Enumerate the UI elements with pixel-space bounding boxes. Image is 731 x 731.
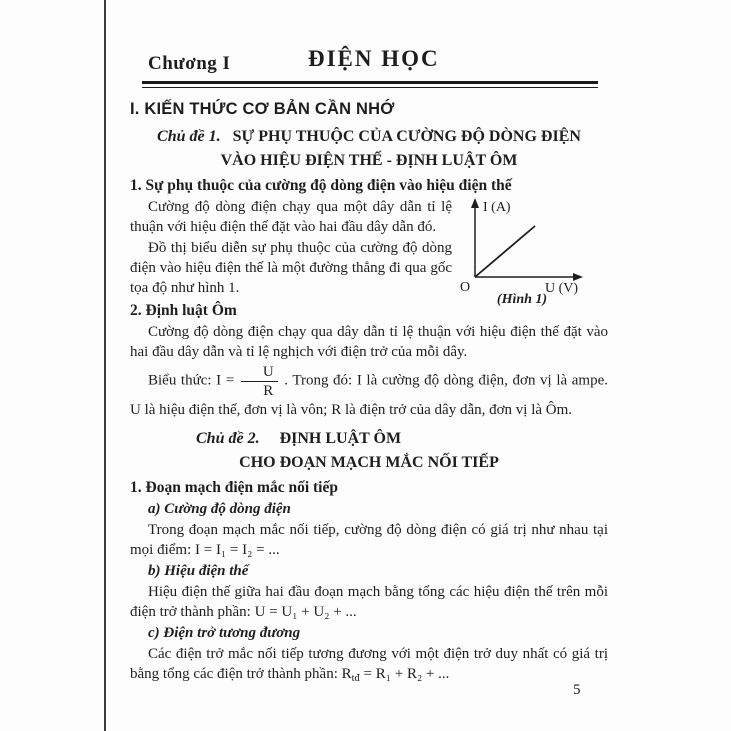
figure-x-axis-label: U (V) [545,280,579,295]
paragraph-sec1-2: Đồ thị biểu diễn sự phụ thuộc của cường độ dòng điện vào hiệu điện thế là một đường thẳng đi qua gốc tọa độ như hình 1. [130,239,452,296]
chapter-title: ĐIỆN HỌC [308,46,440,71]
heading-dinh-luat-om: 2. Định luật Ôm [130,301,237,319]
paragraph-sec1-1: Cường độ dòng điện chạy qua một dây dẫn tỉ lệ thuận với hiệu điện thế đặt vào hai đầu dây dẫn đó. [130,198,452,235]
page-number: 5 [573,682,581,698]
figure-origin-label: O [460,279,471,295]
topic2-title-line2: CHO ĐOẠN MẠCH MẮC NỐI TIẾP [239,453,499,471]
subheading-b: b) Hiệu điện thế [148,562,249,579]
iu-line [475,226,535,277]
fraction-numerator: U [241,364,278,383]
topic1-label: Chủ đề 1. [157,127,221,145]
y-axis-arrow-icon [471,198,479,208]
topic1-line1 [130,125,608,149]
topic2-title-line1: ĐỊNH LUẬT ÔM [279,429,402,447]
subheading-c: c) Điện trở tương đương [148,624,301,641]
paragraph-sec3-b: Hiệu điện thế giữa hai đầu đoạn mạch bằng tổng các hiệu điện thế trên mỗi điện trở thành phần: U = U₁ + U₂ + ... [130,583,608,620]
fraction-u-over-r [241,364,278,400]
figure-hinh-1 [453,195,608,308]
heading-su-phu-thuoc: 1. Sự phụ thuộc của cường độ dòng điện vào hiệu điện thế [130,176,512,194]
figure-caption: (Hình 1) [496,291,548,307]
topic2-heading [130,427,608,475]
chapter-header [130,46,608,76]
header-rule [142,81,598,88]
fraction-denominator: R [263,383,274,399]
topic1-title-line2: VÀO HIỆU ĐIỆN THẾ - ĐỊNH LUẬT ÔM [220,151,518,169]
formula-prefix: Biểu thức: I = [148,372,239,388]
paragraph-sec3-a: Trong đoạn mạch mắc nối tiếp, cường độ dòng điện có giá trị như nhau tại mọi điểm: I = I₁ = I₂ = ... [130,521,608,558]
figure-text-row [130,197,608,307]
book-page [130,46,608,689]
formula-suffix: . Trong đó: I là cường độ dòng điện, đơn vị là ampe. U là hiệu điện thế, đơn vị là vôn; R là điện trở của dây dẫn, đơn vị là Ôm. [130,372,608,418]
x-axis-arrow-icon [573,273,583,281]
para-c-suffix: = R₁ + R₂ + ... [359,665,450,682]
chapter-label: Chương I [148,53,231,74]
section-heading: I. KIẾN THỨC CƠ BẢN CẦN NHỚ [130,99,395,118]
figure-y-axis-label: I (A) [483,199,511,215]
heading-doan-mach: 1. Đoạn mạch điện mắc nối tiếp [130,478,338,496]
para-c-prefix: Các điện trở mắc nối tiếp tương đương với một điện trở duy nhất có giá trị bằng tổng các điện trở thành phần: R [130,645,608,682]
paragraph-sec2: Cường độ dòng điện chạy qua dây dẫn tỉ lệ thuận với hiệu điện thế đặt vào hai đầu dây dẫn và tỉ lệ nghịch với điện trở của mỗi dây. [130,323,608,360]
topic1-heading [130,125,608,173]
topic2-line1 [130,427,608,451]
page-edge-line [104,0,106,731]
topic1-title-line1: SỰ PHỤ THUỘC CỦA CƯỜNG ĐỘ DÒNG ĐIỆN [232,127,581,145]
para-c-subscript: tđ [351,672,360,684]
formula-paragraph [130,364,608,420]
iu-graph [453,195,608,295]
subheading-a: a) Cường độ dòng điện [148,500,291,517]
topic2-label: Chủ đề 2. [196,429,260,447]
paragraph-sec3-c [130,644,608,689]
